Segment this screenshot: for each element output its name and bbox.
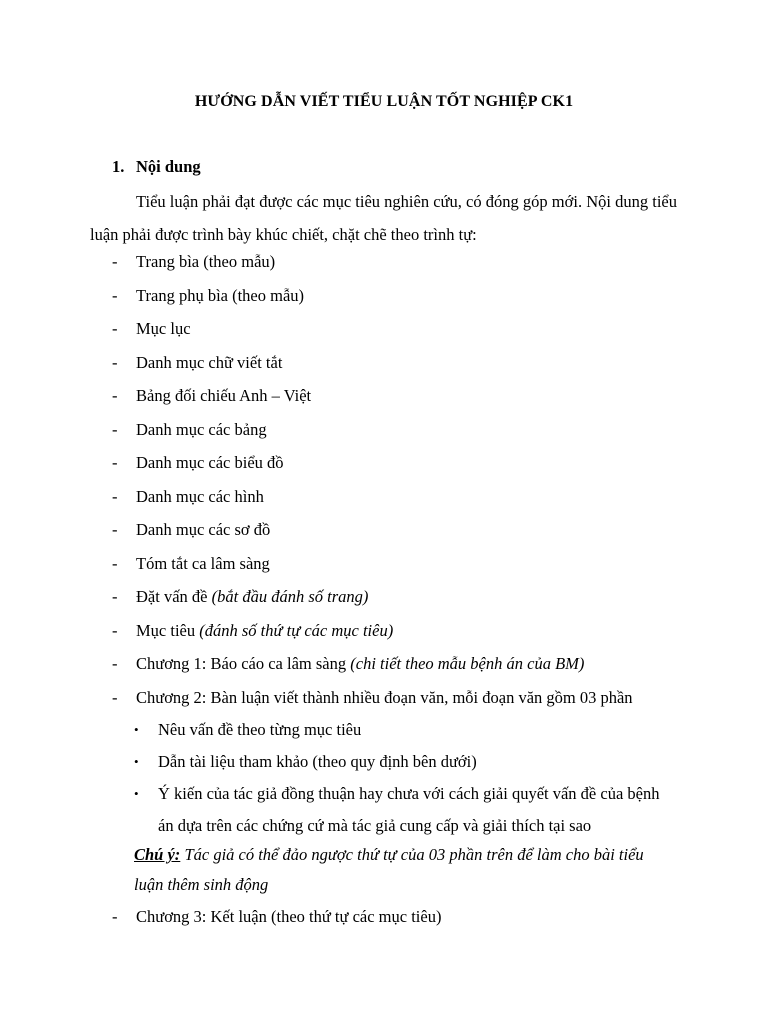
- list-item-text: Trang phụ bìa (theo mẫu): [136, 285, 305, 305]
- list-item: [112, 446, 633, 480]
- list-item: [112, 346, 633, 380]
- note-label: Chú ý:: [134, 845, 181, 864]
- list-item-note: (đánh số thứ tự các mục tiêu): [199, 620, 394, 640]
- dash-marker: -: [112, 553, 118, 573]
- dash-marker: -: [112, 419, 118, 439]
- note-paragraph: [134, 840, 674, 900]
- list-item-text: Mục lục: [136, 319, 191, 338]
- list-item-text: Mục tiêu: [136, 620, 200, 640]
- dash-marker: -: [112, 285, 118, 305]
- section-number: 1.: [112, 157, 125, 176]
- list-item-text: Bảng đối chiếu Anh – Việt: [136, 386, 312, 405]
- content-list: [112, 245, 633, 714]
- dash-marker: -: [112, 453, 118, 472]
- list-item: [112, 681, 633, 715]
- list-item-text: Đặt vấn đề: [136, 587, 212, 606]
- bullet-item: [134, 714, 664, 746]
- dash-marker: -: [112, 907, 118, 926]
- list-item-text: Chương 2: Bàn luận viết thành nhiều đoạn văn, mỗi đoạn văn gồm 03 phần: [136, 687, 633, 707]
- dash-marker: -: [112, 654, 118, 673]
- section-title: Nội dung: [136, 157, 201, 176]
- bullet-item: [134, 778, 664, 842]
- list-item: [112, 513, 633, 547]
- dash-marker: -: [112, 486, 118, 506]
- bullet-list: [134, 714, 664, 842]
- list-item-text: Danh mục các bảng: [136, 419, 267, 439]
- list-item-text: Danh mục chữ viết tắt: [136, 352, 283, 372]
- list-item-text: Chương 3: Kết luận (theo thứ tự các mục tiêu): [136, 907, 442, 926]
- list-item-text: Tóm tắt ca lâm sàng: [136, 553, 270, 573]
- intro-paragraph: Tiểu luận phải đạt được các mục tiêu nghiên cứu, có đóng góp mới. Nội dung tiểu luận phải được trình bày khúc chiết, chặt chẽ theo trình tự:: [90, 192, 677, 244]
- dash-marker: -: [112, 620, 118, 640]
- list-item-text: Danh mục các sơ đồ: [136, 520, 271, 539]
- list-item-text: Chương 1: Báo cáo ca lâm sàng: [136, 654, 351, 673]
- list-item-note: (bắt đầu đánh số trang): [211, 587, 369, 606]
- list-item: [112, 614, 633, 648]
- dash-marker: -: [112, 687, 118, 707]
- list-item: [112, 413, 633, 447]
- list-item-text: Danh mục các hình: [136, 486, 264, 506]
- list-item-text: Trang bìa (theo mẫu): [136, 252, 276, 271]
- list-item: [112, 312, 633, 346]
- bullet-marker: •: [134, 754, 139, 769]
- dash-marker: -: [112, 520, 118, 539]
- list-item: [112, 480, 633, 514]
- list-item: [112, 279, 633, 313]
- list-item-text: Danh mục các biểu đồ: [136, 453, 284, 472]
- bullet-marker: •: [134, 722, 139, 737]
- bullet-item: [134, 746, 664, 778]
- dash-marker: -: [112, 352, 118, 372]
- list-item: [112, 379, 633, 413]
- list-item: [112, 547, 633, 581]
- section-heading: [112, 157, 201, 177]
- list-item: [112, 647, 633, 681]
- bullet-text: Nêu vấn đề theo từng mục tiêu: [158, 720, 362, 739]
- dash-marker: -: [112, 587, 118, 606]
- dash-marker: -: [112, 386, 118, 405]
- bullet-text: Dẫn tài liệu tham khảo (theo quy định bên dưới): [158, 752, 477, 771]
- dash-marker: -: [112, 319, 118, 338]
- list-item: [112, 245, 633, 279]
- document-title: HƯỚNG DẪN VIẾT TIỂU LUẬN TỐT NGHIỆP CK1: [194, 93, 574, 110]
- bullet-marker: •: [134, 786, 139, 801]
- bullet-text: Ý kiến của tác giả đồng thuận hay chưa với cách giải quyết vấn đề của bệnh án dựa trên các chứng cứ mà tác giả cung cấp và giải thích tại sao: [158, 784, 660, 835]
- note-text: Tác giả có thể đảo ngược thứ tự của 03 phần trên để làm cho bài tiểu luận thêm sinh động: [134, 845, 644, 894]
- dash-marker: -: [112, 252, 118, 271]
- list-item: [112, 580, 633, 614]
- list-item-chapter3: [112, 900, 441, 933]
- list-item-note: (chi tiết theo mẫu bệnh án của BM): [350, 654, 585, 673]
